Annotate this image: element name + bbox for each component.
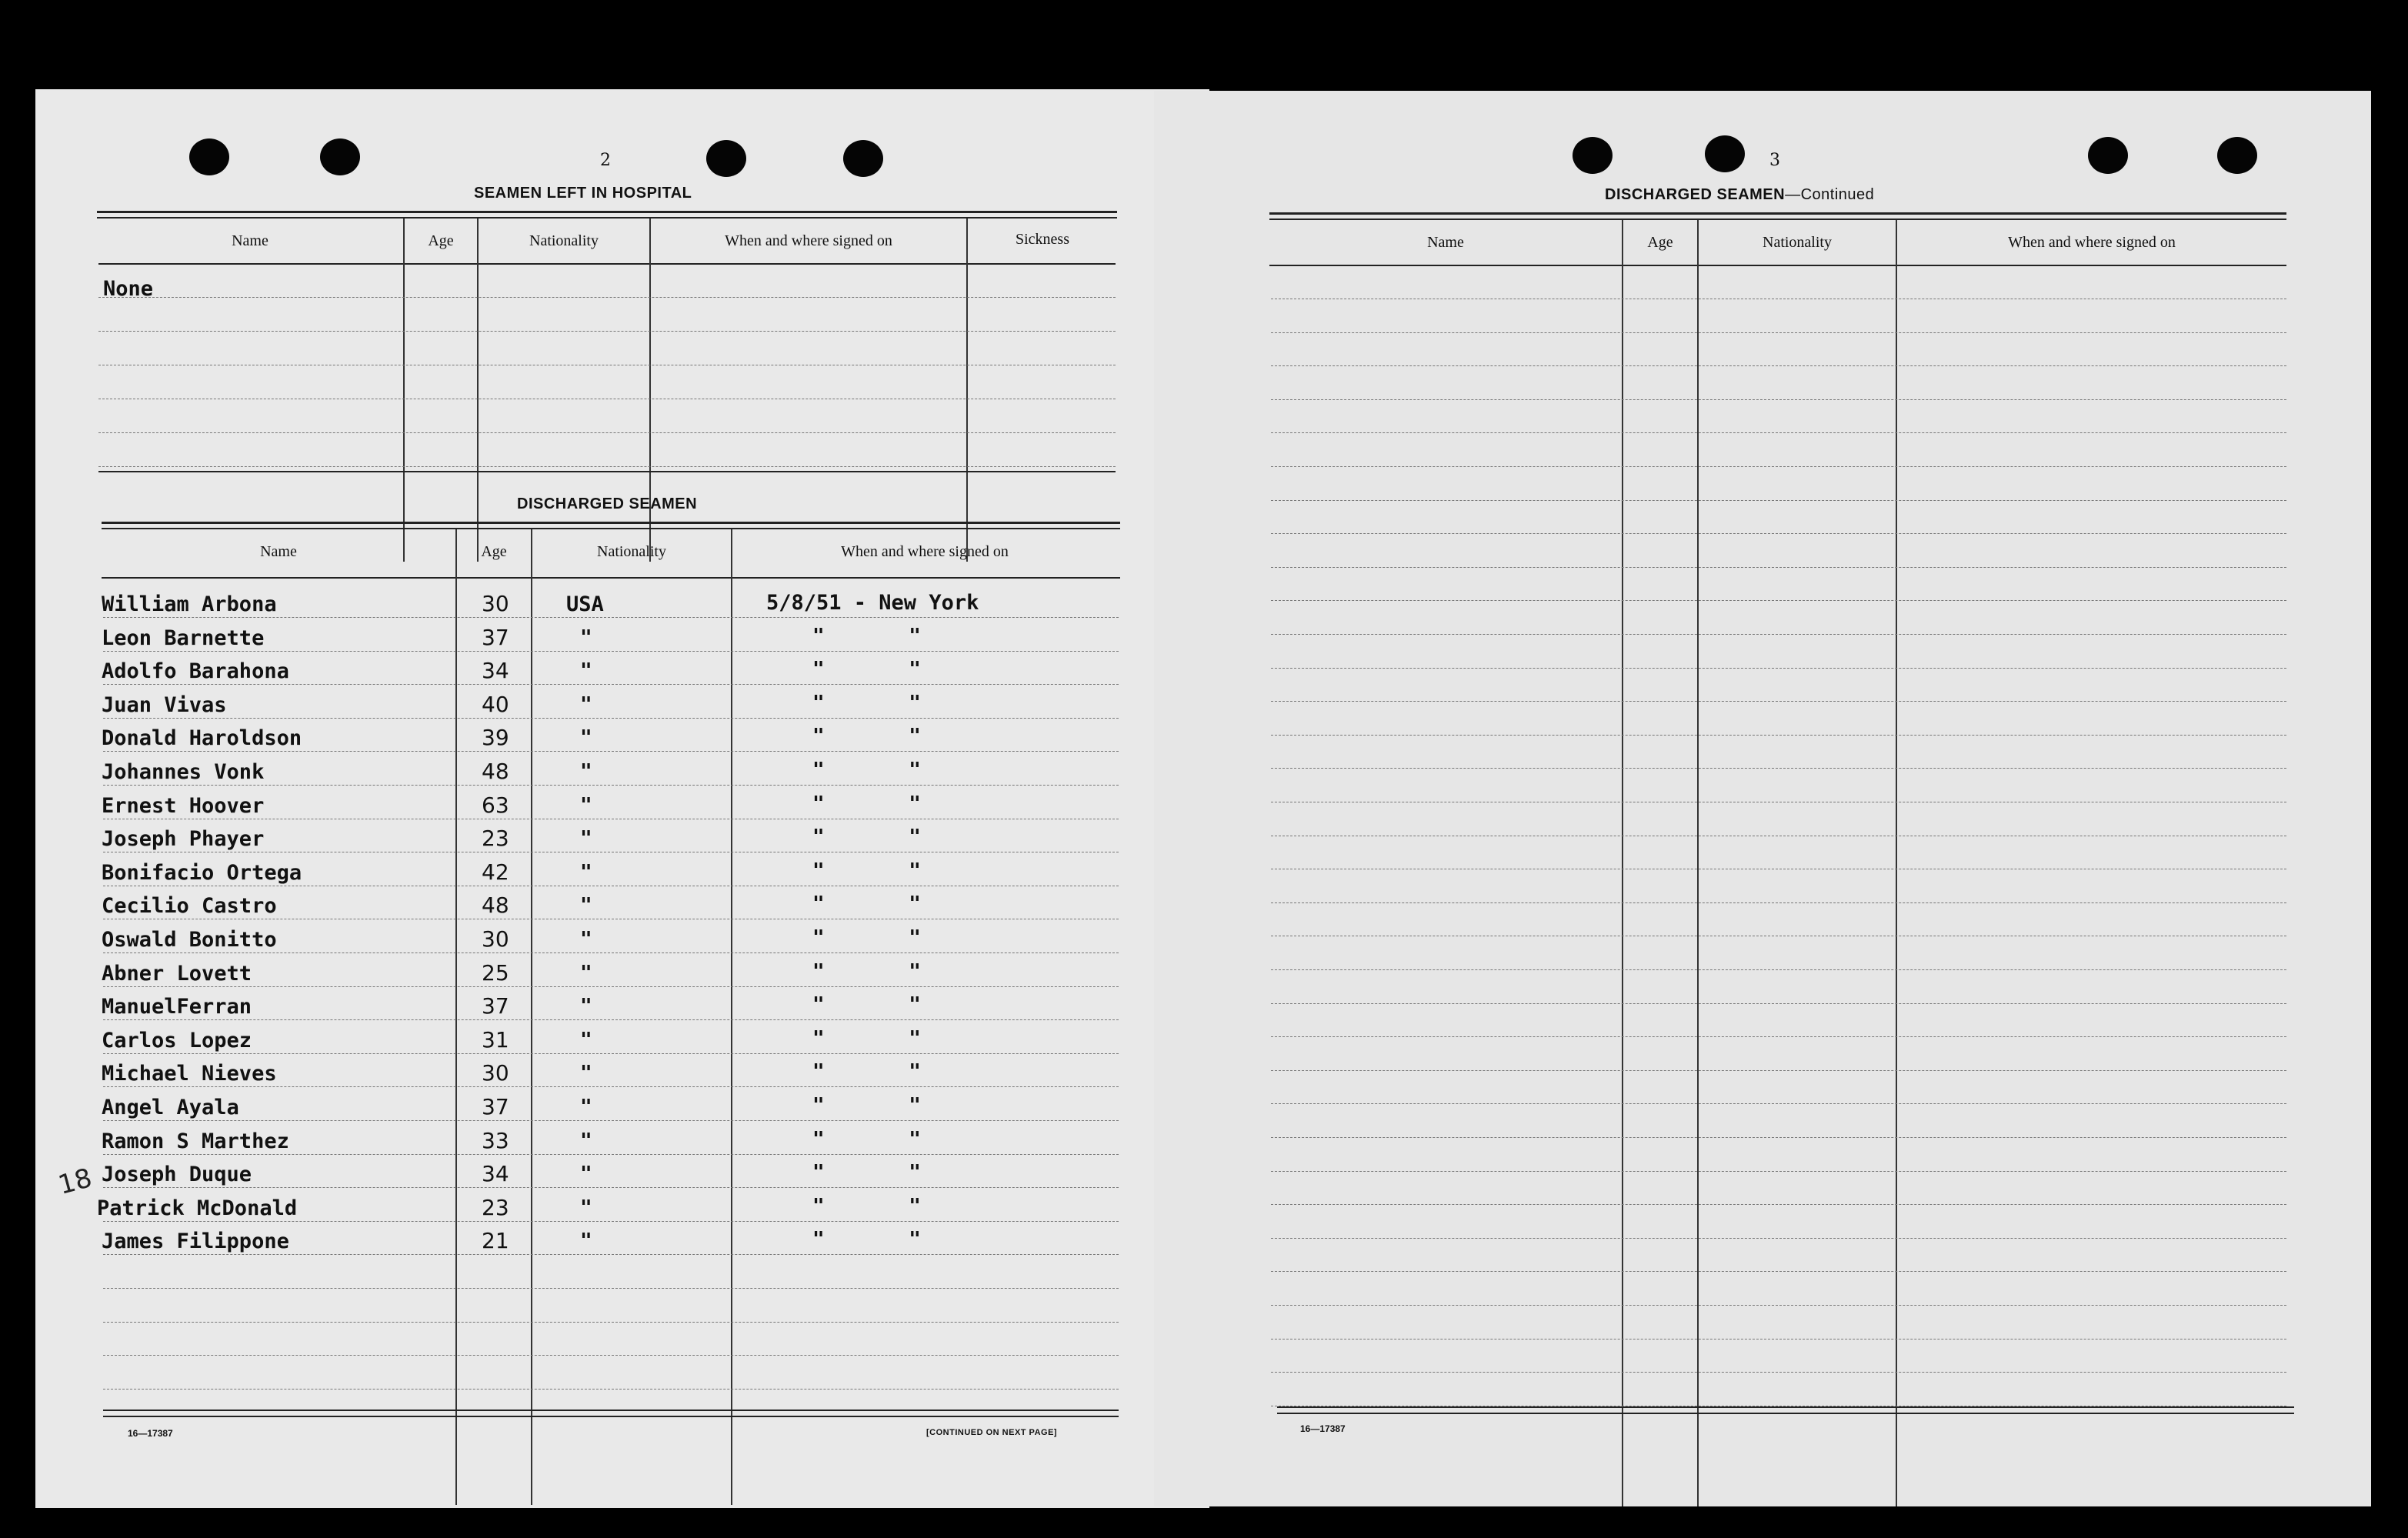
seaman-name: Bonifacio Ortega [102,860,302,885]
seaman-nationality: " [580,626,592,649]
left-page [35,89,1209,1508]
form-number: 16—17387 [128,1428,173,1439]
seaman-signed-on: " " [812,759,921,782]
seaman-nationality: " [580,1096,592,1119]
seaman-nationality: " [580,793,592,817]
seaman-signed-on: " " [812,993,921,1017]
seaman-signed-on: " " [812,1060,921,1084]
seaman-age: 40 [482,691,509,717]
seaman-signed-on: " " [812,725,921,749]
discharged-section-title: DISCHARGED SEAMEN [517,495,698,512]
seaman-name: Oswald Bonitto [102,928,277,952]
punch-hole [2217,137,2257,174]
seaman-name: Adolfo Barahona [102,659,289,684]
seaman-name: William Arbona [102,592,277,616]
seaman-signed-on: " " [812,1127,921,1151]
seaman-nationality: " [580,692,592,716]
discharged-col-name: Name [260,543,297,560]
seaman-name: Angel Ayala [102,1096,239,1119]
seaman-age: 30 [482,926,509,952]
seaman-age: 48 [482,892,509,919]
seaman-nationality: " [580,1163,592,1186]
seaman-signed-on: " " [812,859,921,882]
seaman-signed-on: 5/8/51 - New York [766,591,979,615]
seaman-age: 48 [482,759,509,784]
punch-hole [189,138,229,175]
seaman-nationality: " [580,860,592,884]
seaman-signed-on: " " [812,892,921,916]
seaman-signed-on: " " [812,624,921,648]
punch-hole [706,140,746,177]
seaman-name: Ramon S Marthez [102,1129,289,1153]
seaman-signed-on: " " [812,1228,921,1252]
right-title-main: DISCHARGED SEAMEN [1605,186,1786,203]
right-col-nationality: Nationality [1763,234,1832,251]
right-section-title [1605,186,1874,204]
seaman-nationality: " [580,760,592,783]
seaman-age: 23 [482,1194,509,1220]
seaman-name: Patrick McDonald [97,1196,298,1220]
seaman-name: Abner Lovett [102,961,252,986]
punch-hole [1705,135,1745,172]
seaman-name: Juan Vivas [102,692,227,717]
seaman-nationality: " [580,1028,592,1052]
seaman-name: Ernest Hoover [102,793,265,818]
hospital-entry: None [103,277,154,301]
seaman-name: ManuelFerran [102,995,252,1019]
form-number: 16—17387 [1300,1423,1346,1434]
seaman-nationality: USA [566,592,604,616]
punch-hole [2088,137,2128,174]
seaman-nationality: " [580,827,592,851]
hospital-col-nationality: Nationality [529,232,599,249]
hospital-col-sickness: Sickness [1016,231,1069,248]
seaman-nationality: " [580,928,592,951]
discharged-col-age: Age [481,543,507,560]
seaman-age: 37 [482,993,509,1019]
seaman-age: 34 [482,1161,509,1187]
seaman-age: 63 [482,792,509,818]
seaman-age: 21 [482,1228,509,1254]
punch-hole [843,140,883,177]
seaman-nationality: " [580,1062,592,1086]
right-col-age: Age [1647,234,1673,251]
hospital-col-name: Name [232,232,268,249]
seaman-nationality: " [580,1196,592,1219]
seaman-age: 37 [482,624,509,650]
seaman-age: 25 [482,959,509,986]
margin-note: 18 [55,1163,95,1201]
seaman-nationality: " [580,1229,592,1253]
seaman-name: Carlos Lopez [102,1028,252,1053]
seaman-nationality: " [580,659,592,683]
seaman-nationality: " [580,1129,592,1153]
seaman-signed-on: " " [812,959,921,983]
seaman-signed-on: " " [812,826,921,849]
page-number: 2 [600,151,611,170]
seaman-name: Michael Nieves [102,1062,277,1086]
right-col-name: Name [1427,234,1464,251]
seaman-age: 30 [482,591,509,616]
page-number: 3 [1769,151,1780,170]
discharged-col-signed: When and where signed on [841,543,1009,560]
seaman-signed-on: " " [812,1161,921,1185]
seaman-signed-on: " " [812,691,921,715]
hospital-section-title: SEAMEN LEFT IN HOSPITAL [474,185,692,202]
seaman-name: Leon Barnette [102,626,265,650]
right-page [1154,91,2371,1506]
seaman-age: 34 [482,658,509,684]
seaman-age: 42 [482,859,509,885]
seaman-name: Donald Haroldson [102,726,302,751]
seaman-age: 30 [482,1060,509,1086]
right-col-signed: When and where signed on [2008,234,2176,251]
hospital-col-signed: When and where signed on [725,232,892,249]
seaman-signed-on: " " [812,792,921,816]
seaman-nationality: " [580,894,592,918]
seaman-name: Johannes Vonk [102,760,265,784]
seaman-nationality: " [580,961,592,985]
seaman-signed-on: " " [812,1026,921,1050]
seaman-name: Joseph Duque [102,1163,252,1187]
seaman-age: 23 [482,826,509,852]
seaman-name: James Filippone [102,1229,289,1254]
hospital-col-age: Age [428,232,454,249]
seaman-age: 31 [482,1026,509,1053]
seaman-signed-on: " " [812,926,921,949]
punch-hole [1573,137,1613,174]
discharged-col-nationality: Nationality [597,543,666,560]
seaman-name: Cecilio Castro [102,894,277,919]
seaman-age: 33 [482,1127,509,1153]
seaman-age: 39 [482,725,509,751]
seaman-name: Joseph Phayer [102,827,265,852]
seaman-signed-on: " " [812,1194,921,1218]
seaman-signed-on: " " [812,658,921,682]
right-title-suffix: —Continued [1785,186,1875,203]
seaman-nationality: " [580,995,592,1019]
seaman-nationality: " [580,726,592,750]
punch-hole [320,138,360,175]
seaman-age: 37 [482,1094,509,1119]
continued-note: [CONTINUED ON NEXT PAGE] [926,1428,1058,1437]
seaman-signed-on: " " [812,1094,921,1117]
